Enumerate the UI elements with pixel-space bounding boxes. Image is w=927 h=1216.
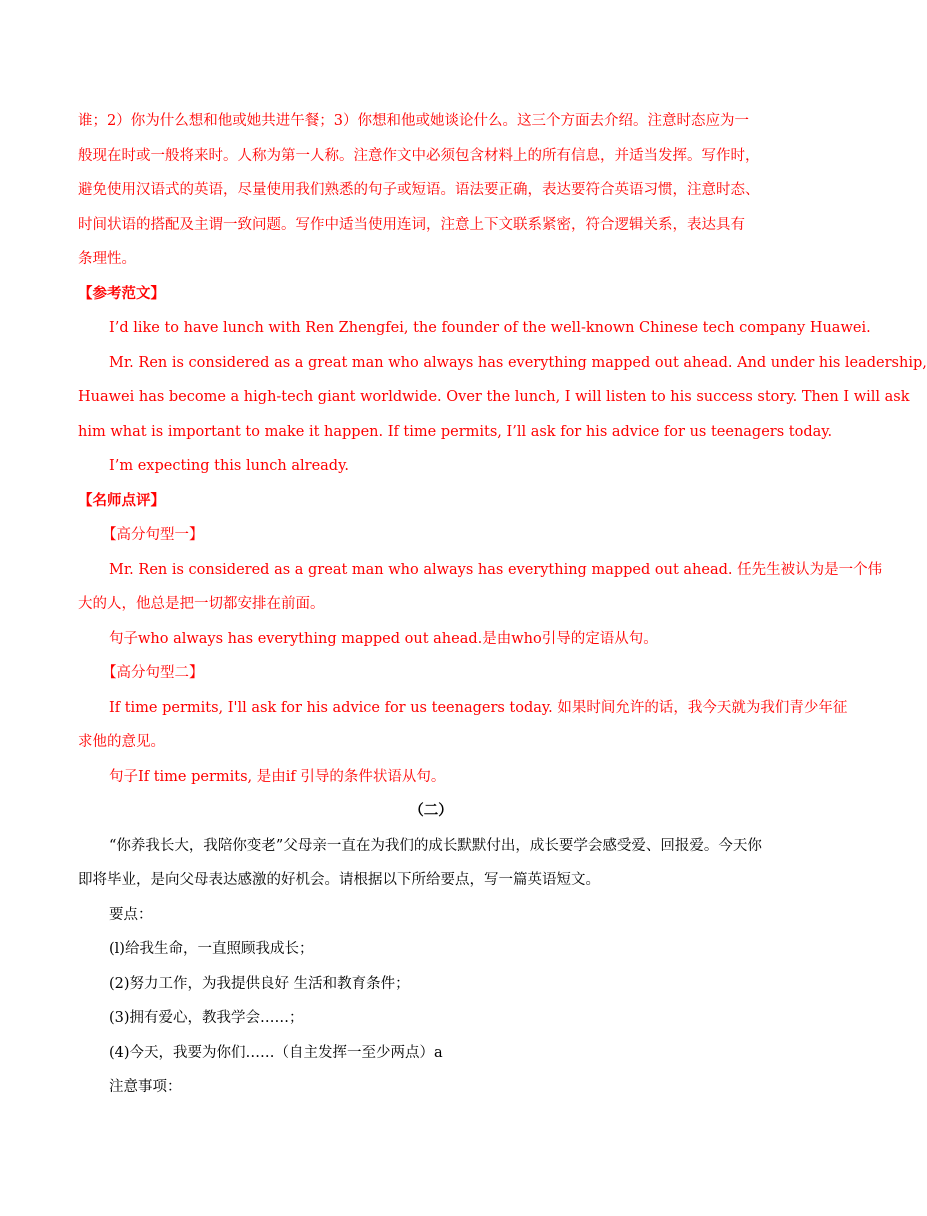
essay-paragraph-cont: Huawei has become a high-tech giant worldwide. Over the lunch, I will listen to his success story. Then I will ask <box>78 389 910 405</box>
essay-heading: 【参考范文】 <box>78 284 165 302</box>
point-item: (3)拥有爱心，教我学会……； <box>109 1010 304 1026</box>
intro-line: 时间状语的搭配及主谓一致问题。写作中适当使用连词，注意上下文联系紧密，符合逻辑关系，表达具有 <box>78 216 745 233</box>
pattern-sentence: If time permits, I'll ask for his advice for us teenagers today. 如果时间允许的话，我今天就为我们青少年征 <box>109 699 848 716</box>
essay-paragraph: I’m expecting this lunch already. <box>109 458 349 474</box>
intro-line: 般现在时或一般将来时。人称为第一人称。注意作文中必须包含材料上的所有信息，并适当发挥。写作时， <box>78 147 760 164</box>
point-item: (4)今天，我要为你们……（自主发挥一至少两点）a <box>109 1044 443 1061</box>
section-title: （二） <box>409 802 453 819</box>
prompt-line-cont: 即将毕业，是向父母表达感激的好机会。请根据以下所给要点，写一篇英语短文。 <box>78 872 600 888</box>
pattern-note: 句子If time permits, 是由if 引导的条件状语从句。 <box>109 768 446 785</box>
pattern-note: 句子who always has everything mapped out ahead.是由who引导的定语从句。 <box>109 630 658 647</box>
points-label: 要点： <box>109 906 153 923</box>
comment-heading: 【名师点评】 <box>78 491 165 509</box>
prompt-line: “你养我长大，我陪你变老”父母亲一直在为我们的成长默默付出，成长要学会感受爱、回报爱。今天你 <box>109 837 762 854</box>
intro-line: 避免使用汉语式的英语，尽量使用我们熟悉的句子或短语。语法要正确，表达要符合英语习惯，注意时态、 <box>78 182 760 198</box>
point-item: (l)给我生命，一直照顾我成长； <box>109 941 314 957</box>
pattern-label: 【高分句型二】 <box>102 665 204 681</box>
pattern-label: 【高分句型一】 <box>102 527 204 543</box>
essay-paragraph: Mr. Ren is considered as a great man who always has everything mapped out ahead. And under his leadership, <box>109 354 927 371</box>
intro-line: 谁；2）你为什么想和他或她共进午餐；3）你想和他或她谈论什么。这三个方面去介绍。注意时态应为一 <box>78 113 749 129</box>
essay-paragraph: I’d like to have lunch with Ren Zhengfei, the founder of the well-known Chinese tech company Huawei. <box>109 320 871 336</box>
notes-label: 注意事项： <box>109 1079 182 1095</box>
point-item: (2)努力工作，为我提供良好 生活和教育条件； <box>109 975 410 992</box>
essay-paragraph-cont: him what is important to make it happen. If time permits, I’ll ask for his advice for us teenagers today. <box>78 423 833 440</box>
pattern-sentence: Mr. Ren is considered as a great man who always has everything mapped out ahead. 任先生被认为是一个伟 <box>109 561 883 578</box>
pattern-sentence-cont: 大的人，他总是把一切都安排在前面。 <box>78 596 325 612</box>
pattern-sentence-cont: 求他的意见。 <box>78 734 165 750</box>
intro-line: 条理性。 <box>78 251 136 267</box>
